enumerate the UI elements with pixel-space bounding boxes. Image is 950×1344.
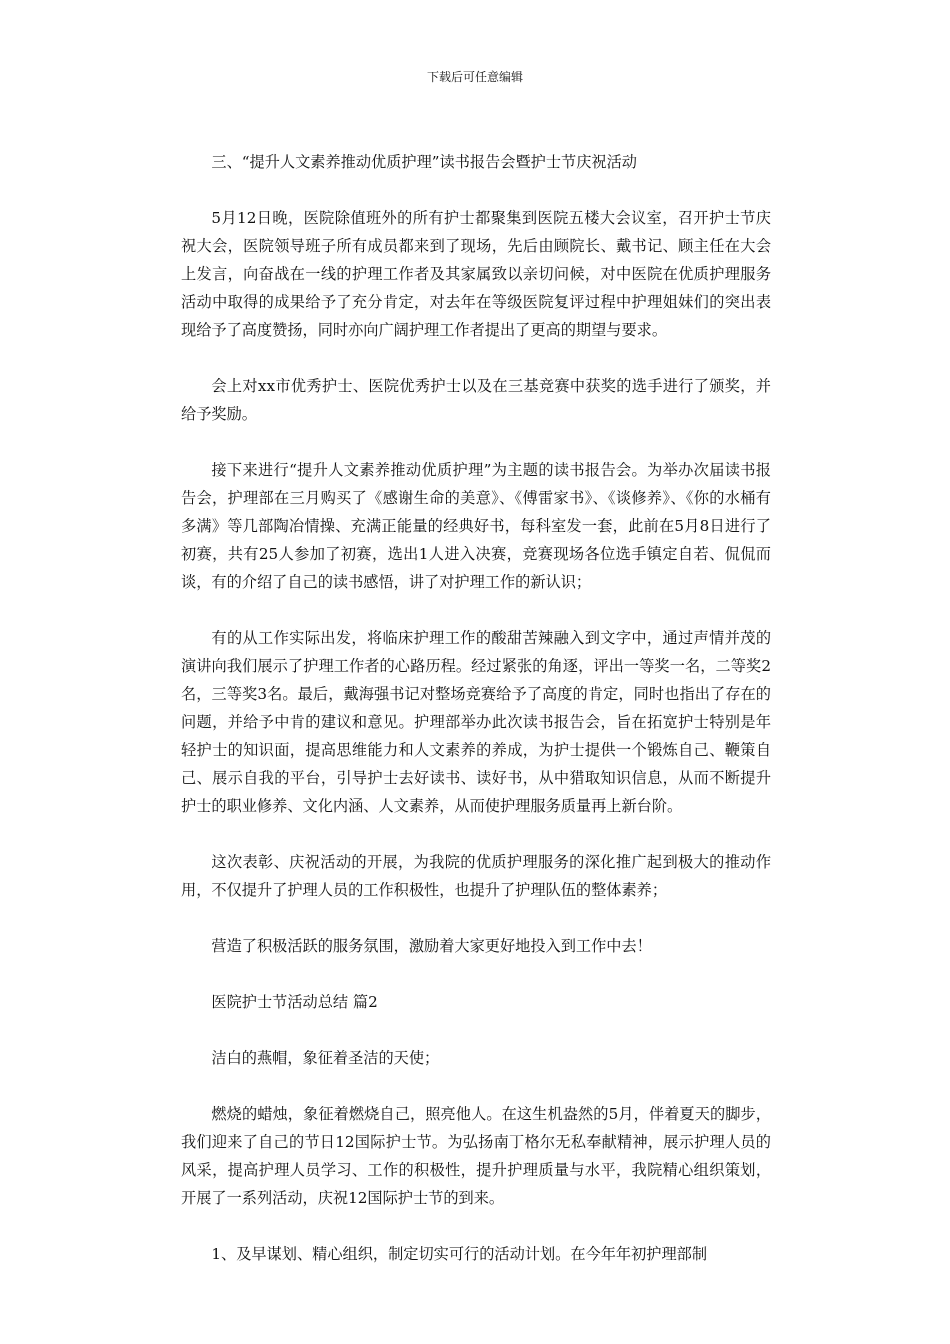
document-body — [181, 148, 771, 1296]
paragraph: 会上对xx市优秀护士、医院优秀护士以及在三基竞赛中获奖的选手进行了颁奖，并给予奖励。 — [181, 377, 771, 423]
section-heading: 三、“提升人文素养推动优质护理”读书报告会暨护士节庆祝活动 — [211, 153, 637, 171]
paragraph: 5月12日晚，医院除值班外的所有护士都聚集到医院五楼大会议室，召开护士节庆祝大会，医院领导班子所有成员都来到了现场，先后由顾院长、戴书记、顾主任在大会上发言，向奋战在一线的护理工作者及其家属致以亲切问候，对中医院在优质护理服务活动中取得的成果给予了充分肯定，对去年在等级医院复评过程中护理姐妹们的突出表现给予了高度赞扬，同时亦向广阔护理工作者提出了更高的期望与要求。 — [181, 209, 771, 339]
paragraph: 燃烧的蜡烛，象征着燃烧自己，照亮他人。在这生机盎然的5月，伴着夏天的脚步，我们迎来了自己的节日12国际护士节。为弘扬南丁格尔无私奉献精神，展示护理人员的风采，提高护理人员学习、工作的积极性，提升护理质量与水平，我院精心组织策划，开展了一系列活动，庆祝12国际护士节的到来。 — [181, 1105, 771, 1207]
paragraph: 营造了积极活跃的服务氛围，激励着大家更好地投入到工作中去！ — [211, 937, 652, 955]
section-title: 医院护士节活动总结 篇2 — [211, 993, 378, 1011]
paragraph: 这次表彰、庆祝活动的开展，为我院的优质护理服务的深化推广起到极大的推动作用，不仅提升了护理人员的工作积极性，也提升了护理队伍的整体素养； — [181, 853, 771, 899]
paragraph: 1、及早谋划、精心组织，制定切实可行的活动计划。在今年年初护理部制 — [211, 1245, 708, 1263]
paragraph: 有的从工作实际出发，将临床护理工作的酸甜苦辣融入到文字中，通过声情并茂的演讲向我们展示了护理工作者的心路历程。经过紧张的角逐，评出一等奖一名，二等奖2名，三等奖3名。最后，戴海强书记对整场竞赛给予了高度的肯定，同时也指出了存在的问题，并给予中肯的建议和意见。护理部举办此次读书报告会，旨在拓宽护士特别是年轻护士的知识面，提高思维能力和人文素养的养成，为护士提供一个锻炼自己、鞭策自己、展示自我的平台，引导护士去好读书、读好书，从中猎取知识信息，从而不断提升护士的职业修养、文化内涵、人文素养，从而使护理服务质量再上新台阶。 — [181, 629, 771, 815]
paragraph: 接下来进行“提升人文素养推动优质护理”为主题的读书报告会。为举办次届读书报告会，护理部在三月购买了《感谢生命的美意》、《傅雷家书》、《谈修养》、《你的水桶有多满》等几部陶冶情操、充满正能量的经典好书，每科室发一套，此前在5月8日进行了初赛，共有25人参加了初赛，选出1人进入决赛，竞赛现场各位选手镇定自若、侃侃而谈，有的介绍了自己的读书感悟，讲了对护理工作的新认识； — [181, 461, 771, 591]
paragraph: 洁白的燕帽，象征着圣洁的天使； — [211, 1049, 440, 1067]
header-note: 下载后可任意编辑 — [426, 70, 523, 84]
